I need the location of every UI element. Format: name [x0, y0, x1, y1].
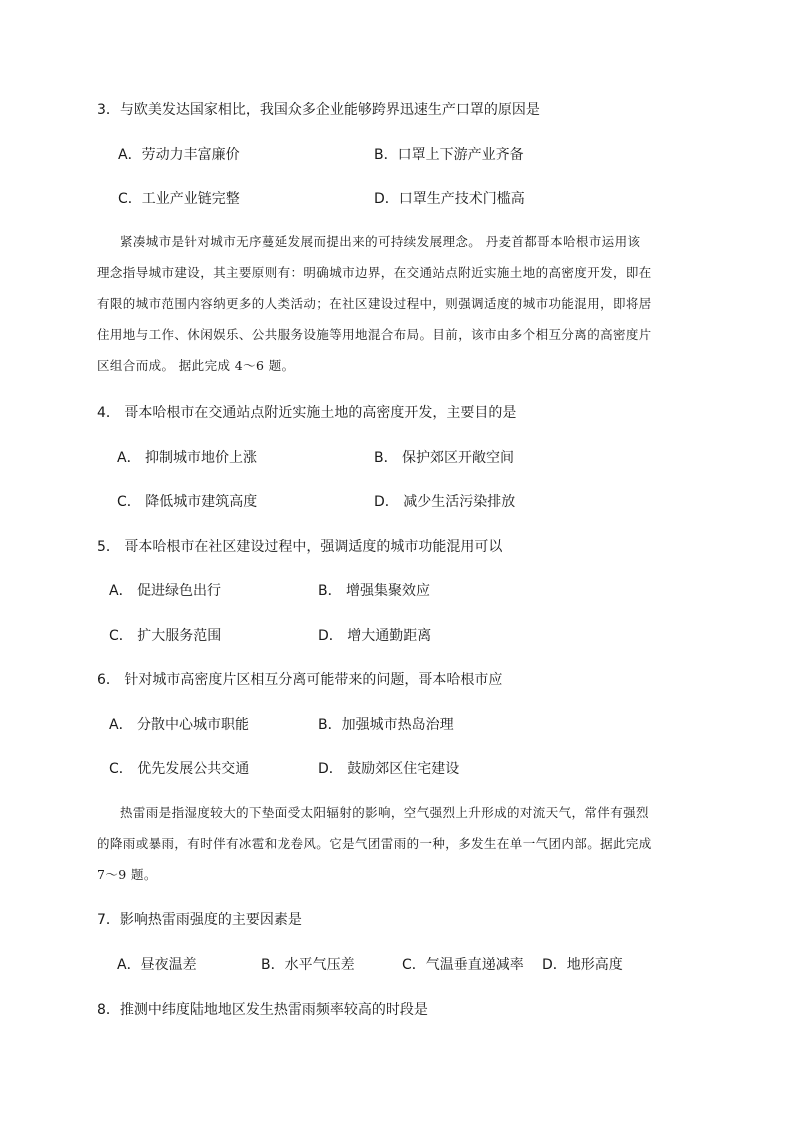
- q3-option-c: C．工业产业链完整: [118, 191, 240, 207]
- passage-1-line: 紧凑城市是针对城市无序蔓延发展而提出来的可持续发展理念。 丹麦首都哥本哈根市运用该: [120, 234, 641, 249]
- passage-2-line: 7～9 题。: [97, 867, 157, 882]
- passage-1-line: 理念指导城市建设，其主要原则有：明确城市边界，在交通站点附近实施土地的高密度开发，即在: [97, 265, 652, 280]
- q7-option-a: A．昼夜温差: [117, 957, 197, 973]
- q4-option-b: B． 保护郊区开敞空间: [374, 450, 515, 466]
- q4-option-c: C． 降低城市建筑高度: [117, 494, 258, 510]
- q3-option-b: B．口罩上下游产业齐备: [374, 147, 524, 163]
- question-5-stem: 5． 哥本哈根市在社区建设过程中，强调适度的城市功能混用可以: [97, 539, 503, 555]
- q5-option-c: C． 扩大服务范围: [109, 628, 222, 644]
- q6-option-a: A． 分散中心城市职能: [109, 717, 250, 733]
- q5-option-b: B． 增强集聚效应: [318, 583, 431, 599]
- question-4-stem: 4． 哥本哈根市在交通站点附近实施土地的高密度开发，主要目的是: [97, 405, 517, 421]
- passage-2-line: 的降雨或暴雨，有时伴有冰雹和龙卷风。它是气团雷雨的一种，多发生在单一气团内部。据此完成: [97, 836, 652, 851]
- passage-1-line: 住用地与工作、休闲娱乐、公共服务设施等用地混合布局。目前，该市由多个相互分离的高密度片: [97, 327, 652, 342]
- q7-option-d: D．地形高度: [542, 957, 623, 973]
- question-3-stem: 3．与欧美发达国家相比，我国众多企业能够跨界迅速生产口罩的原因是: [97, 102, 540, 118]
- q4-option-d: D． 减少生活污染排放: [374, 494, 516, 510]
- q3-option-d: D．口罩生产技术门槛高: [374, 191, 525, 207]
- q6-option-c: C． 优先发展公共交通: [109, 761, 250, 777]
- passage-2-line: 热雷雨是指湿度较大的下垫面受太阳辐射的影响，空气强烈上升形成的对流天气，常伴有强烈: [120, 805, 649, 820]
- q4-option-a: A． 抑制城市地价上涨: [117, 450, 258, 466]
- question-7-stem: 7．影响热雷雨强度的主要因素是: [97, 912, 302, 928]
- q7-option-c: C．气温垂直递减率: [402, 957, 524, 973]
- q7-option-b: B．水平气压差: [261, 957, 355, 973]
- passage-1-line: 有限的城市范围内容纳更多的人类活动；在社区建设过程中，则强调适度的城市功能混用，即将居: [97, 296, 652, 311]
- q3-option-a: A．劳动力丰富廉价: [118, 147, 240, 163]
- question-8-stem: 8．推测中纬度陆地地区发生热雷雨频率较高的时段是: [97, 1002, 428, 1018]
- question-6-stem: 6． 针对城市高密度片区相互分离可能带来的问题，哥本哈根市应: [97, 672, 503, 688]
- q6-option-b: B．加强城市热岛治理: [318, 717, 454, 733]
- q5-option-d: D． 增大通勤距离: [318, 628, 432, 644]
- passage-1-line: 区组合而成。 据此完成 4～6 题。: [97, 358, 295, 373]
- q5-option-a: A． 促进绿色出行: [109, 583, 222, 599]
- q6-option-d: D． 鼓励郊区住宅建设: [318, 761, 460, 777]
